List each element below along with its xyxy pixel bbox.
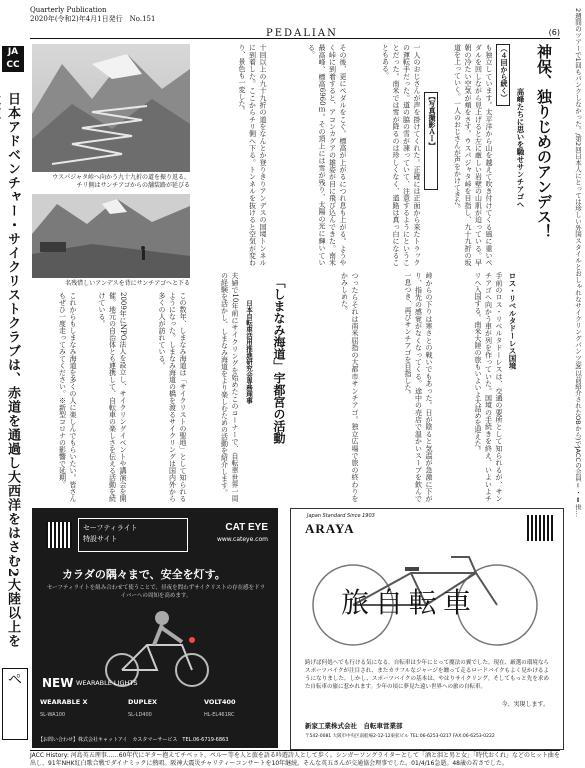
issue-line: 2020年(令和2)年4月1日発行 No.151 bbox=[30, 15, 156, 23]
new-label: NEW bbox=[42, 676, 74, 690]
new-sub-label: WEARABLE LIGHTS bbox=[76, 679, 138, 687]
section-label: 【写真撮影ＡＩ】 bbox=[424, 92, 438, 190]
cateye-site[interactable]: www.cateye.com bbox=[216, 536, 268, 543]
araya-logo: ARAYA bbox=[305, 521, 355, 536]
qr-code-icon bbox=[46, 522, 72, 548]
column-body-2: この数年、しまなみ海道は「サイクリストの聖地」として知られるようになった。しまなみ海道の橋を渡るサイクリングは国内外から多くの人が訪れている。 bbox=[158, 292, 187, 502]
article-body-2: 一人のおじさんが声を掛けてくれた。正確には正面から来たトラックの運転手だった。道の脇の雪が凍っていて、注意するようにということだった。南米では雪が降るのは珍しくなく、道路は真っ白になることもある。 bbox=[381, 44, 421, 266]
signature-box: ペ bbox=[2, 668, 28, 740]
company-name: 新家工業株式会社 自転車営業部 bbox=[305, 722, 403, 730]
jacc-history-footer: JACC History: 河島英五理事……60年代にギター抱えてチベット、ペルー等を人と旅を語る吟遊詩人として歩く。シンガーソングライターとして「酒と泪と男と女」「時代おくれ」などのヒット曲を出し、91年NHK紅白歌合戦でダイナミックに熱唱。阪神大震災チャリティーコンサートを10年継続。そんな英五さんが交通協会理事でした。01/4/16急逝。48歳の若さでした。 bbox=[30, 752, 560, 767]
publication-info bbox=[30, 6, 155, 24]
jacc-logo: JA CC bbox=[2, 46, 24, 72]
caption-line-1: ウスパジャタ峠へ向かう九十九折の道を振り返る。 bbox=[52, 174, 190, 181]
page-number: (6) bbox=[548, 28, 560, 37]
badge-line-1: セーフティライト bbox=[83, 524, 138, 532]
ad-title: 旅自転車 bbox=[341, 586, 478, 619]
brand-title: PEDALIAN bbox=[266, 28, 338, 39]
company-address: 〒542-0081 大阪市中央区南船場2-12-12東拡ビル TEL:06-6253-0217 FAX:06-6253-0222 bbox=[305, 734, 495, 739]
article-body-5: 手前のロス・リベルタドーレスは、交通の要所として知られるが、サンチアゴへ向かう車が列を作っていた。国境の手続きを終え、いよいよチリへ入国する。南米大陸の旅もいよいよ大詰めを迎えた。 bbox=[474, 272, 503, 502]
badge-line-2: 特設サイト bbox=[83, 535, 118, 543]
ad-contact: 【お問い合わせ】株式会社キャットアイ カスタマーサービス TEL.06-6719-6863 bbox=[38, 737, 229, 743]
descent-photo bbox=[32, 194, 190, 278]
column-body-1: 夫婦で10年前にサイクリングを始めたこのコーナーで、自転車世界一周の経験を活かし、しまなみ海道をより楽しむための活動を紹介します。 bbox=[220, 272, 239, 502]
photo-block bbox=[32, 44, 190, 286]
special-site-badge bbox=[78, 518, 188, 552]
article-subtitle: 高峰たちに思いを馳せサンチアゴへ bbox=[516, 88, 525, 208]
column-body-3: 2009年にNPO法人を設立し、サイクリングイベントや講演会を開催。地元の自治体とも連携して、自転車の楽しさを伝える活動を続けている。 bbox=[98, 292, 127, 502]
model-3: HL-EL461RC bbox=[204, 712, 235, 718]
border-subhead: ロス・リベルタドーレス国境 bbox=[508, 272, 517, 370]
cateye-advertisement bbox=[32, 508, 278, 748]
series-label: （４回から続く） bbox=[496, 44, 510, 106]
switchback-road-photo bbox=[32, 44, 190, 172]
column-subtitle: 日本自転車活用推進研究会専務理事 bbox=[245, 300, 253, 404]
cyclist-illustration bbox=[92, 600, 222, 690]
page-header bbox=[30, 6, 560, 38]
ad-signoff: 今、実現します。 bbox=[501, 701, 549, 708]
caption-line-2: チリ側はサンチアゴからの舗装路が延びる bbox=[76, 182, 190, 189]
column-headline: 「しまなみ海道」宇都宮の活動 bbox=[272, 276, 286, 444]
article-body-6: 峠からの下りは寒さとの戦いでもあった。日が陰ると気温が急激に下がり、指先の感覚がなくなってくる。途中の売店で温かいスープを飲んで一息つき、再びサンチアゴを目指した。 bbox=[404, 272, 433, 502]
product-volt400: VOLT400 bbox=[204, 698, 236, 706]
article-body-4: 十回以上の九十九折の道をなんとか登りきりアンデスの国境トンネルに到着した。ここからチリ側へ下る。トンネルを抜けると空気が変わり、景色も一変した。 bbox=[238, 44, 267, 266]
article-body-7: つったらそれは南米屈指の大都市サンチアゴ。独立広場で旅の終わりをかみしめた。 bbox=[340, 272, 359, 502]
publication-name: Quarterly Publication bbox=[30, 6, 107, 14]
model-2: SL-LD400 bbox=[128, 712, 152, 718]
ad-copy: セーフティライトを組み合わせて使うことで、昼夜を問わずサイクリストの存在感をドライバーへの周知を高めます。 bbox=[46, 585, 266, 599]
article-body-1: も独立しています。太平洋から山を越えて吹き付けてくる風に重いペダルを回しながら見上げると左に厳しい岩壁の山肌が迫っている。早朝の冷たい空気が頬をさす。ウスパジャタ峠を目指し、九十九折の坂道を上っていく。一人のおじさんが声をかけてきた。 bbox=[453, 44, 493, 266]
araya-advertisement bbox=[290, 508, 564, 750]
model-1: SL-WA100 bbox=[40, 712, 66, 718]
product-wearable-x: WEARABLE X bbox=[40, 698, 88, 706]
qr-code-icon bbox=[527, 515, 553, 541]
ad-headline: カラダの隅々まで、安全を灯す。 bbox=[62, 568, 226, 581]
header-rule bbox=[30, 38, 560, 39]
ad-copy: 跨げば何処へでも行ける気になる。自転車は少年にとって魔法の翼でした。現在、厳選の環境ならスポーツバイクが注目され、またカラフルなジャージを纏って走るロードバイクもよく見かけるようになりました。しかし、スポーツバイクの基本は、やはりサイクリング。そしてもっと先を求めた自転車の旅に惹かれます。少年の頃に夢見た遠い世界への旅の自転車。 bbox=[305, 660, 549, 690]
photo-caption-top bbox=[32, 174, 190, 190]
product-duplex: DUPLEX bbox=[128, 698, 158, 706]
araya-tagline: Japan Standard Since 1903 bbox=[307, 513, 375, 519]
cateye-logo: CAT EYE bbox=[225, 522, 268, 533]
club-tagline: 日本アドベンチャー・サイクリストクラブは、赤道を通過し大西洋をはさむ2大陸以上を bbox=[5, 92, 20, 649]
article-body-3: その後、更にペダルをこぐ。標高が上がるにつれ息も上がる。ようやく峠に到着すると、アコンカグアの雄姿が目に飛び込んできた。南米最高峰、標高6960ｍ。その頂上には雪が残り、太陽の光に輝いている。 bbox=[307, 44, 347, 266]
column-body-4: これからもしまなみ海道を多くの人に楽しんでもらいたい。皆さんもぜひ一度走ってみてください。※新型コロナの影響で延期。 bbox=[58, 292, 77, 502]
photo-caption-bottom: 名残惜しいアンデスを背にサンチアゴへと下る bbox=[65, 280, 190, 287]
side-note: 2週間のツアーで1回もパンクしなかった。/第2回日本人にとっては珍しい外国スタイルとおしゃれなサイクリングパンツ姿(以前紹介されたOBから)でJACCの会員Ⅰ・Ⅱ世… bbox=[574, 8, 582, 517]
article-headline: 神保、独りじめのアンデス！ bbox=[535, 44, 553, 239]
product-models bbox=[40, 712, 270, 722]
